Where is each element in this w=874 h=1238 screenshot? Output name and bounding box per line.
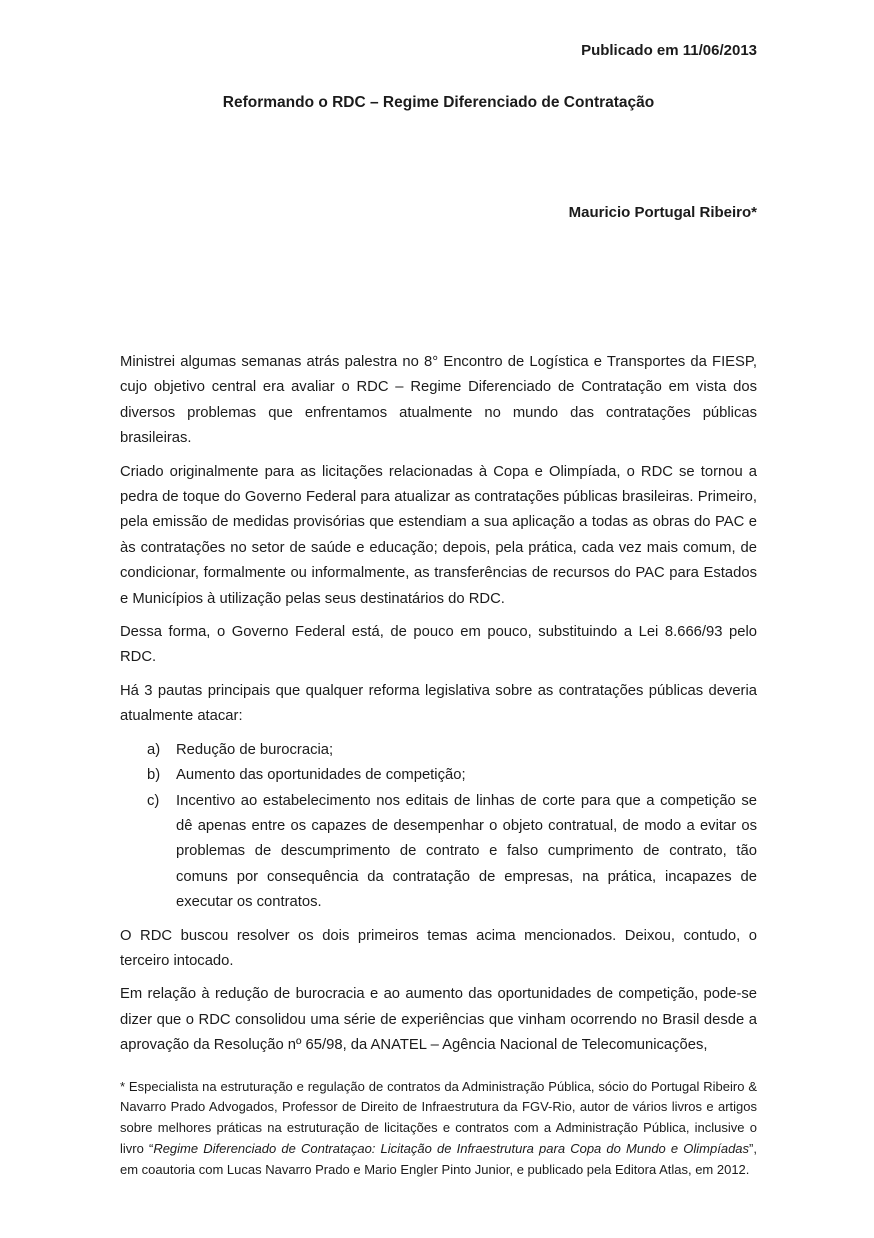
list-item-text: Incentivo ao estabelecimento nos editais de linhas de corte para que a competição se dê apenas entre os capazes de desempenhar o objeto contratual, de modo a evitar os problemas de descumprimento de contrato e falso cumprimento de contrato, tão comuns por consequência da contratação de empresas, na prática, incapazes de executar os contratos. <box>176 792 757 911</box>
list-item <box>147 789 757 916</box>
agenda-list <box>120 738 757 916</box>
list-marker: c) <box>147 792 160 809</box>
footnote <box>120 1077 757 1181</box>
document-title: Reformando o RDC – Regime Diferenciado de Contratação <box>222 94 655 111</box>
list-item <box>147 738 757 763</box>
list-item-text: Aumento das oportunidades de competição; <box>176 767 466 784</box>
paragraph-intro-4: Há 3 pautas principais que qualquer reforma legislativa sobre as contratações públicas deveria atualmente atacar: <box>120 682 757 725</box>
footnote-text-end: ”, em coautoria com Lucas Navarro Prado e Mario Engler Pinto Junior, e publicado pela Editora Atlas, em 2012. <box>120 1140 757 1177</box>
footnote-book-title: Regime Diferenciado de Contrataçao: Licitação de Infraestrutura para Copa do Mundo e Olimpíadas <box>153 1140 750 1156</box>
list-item-text: Redução de burocracia; <box>176 741 334 758</box>
paragraph-intro-2: Criado originalmente para as licitações relacionadas à Copa e Olimpíada, o RDC se tornou a pedra de toque do Governo Federal para atualizar as contratações públicas brasileiras. Primeiro, pela emissão de medidas provisórias que estendiam a sua aplicação a todas as obras do PAC e às contratações no setor de saúde e educação; depois, pela prática, cada vez mais comum, de condicionar, formalmente ou informalmente, as transferências de recursos do PAC para Estados e Municípios à utilização pelas seus destinatários do RDC. <box>120 463 757 607</box>
paragraph-closing-1: O RDC buscou resolver os dois primeiros temas acima mencionados. Deixou, contudo, o terceiro intocado. <box>120 927 757 969</box>
publish-date: Publicado em 11/06/2013 <box>581 42 757 59</box>
list-item <box>147 763 757 788</box>
paragraph-intro-1: Ministrei algumas semanas atrás palestra no 8° Encontro de Logística e Transportes da FIESP, cujo objetivo central era avaliar o RDC – Regime Diferenciado de Contratação em vista dos diversos problemas que enfrentamos atualmente no mundo das contratações públicas brasileiras. <box>120 354 757 447</box>
footnote-text-start: * Especialista na estruturação e regulação de contratos da Administração Pública, sócio do Portugal Ribeiro & Navarro Prado Advogados, Professor de Direito de Infraestrutura da FGV-Rio, autor de vários livros e artigos sobre melhores práticas na estruturação de licitações e contratos com a Administração Pública, inclusive o livro “ <box>120 1078 757 1156</box>
list-marker: a) <box>147 741 161 758</box>
paragraph-closing-2: Em relação à redução de burocracia e ao aumento das oportunidades de competição, pode-se dizer que o RDC consolidou uma série de experiências que vinham ocorrendo no Brasil desde a aprovação da Resolução nº 65/98, da ANATEL – Agência Nacional de Telecomunicações, <box>120 986 757 1054</box>
author-byline: Mauricio Portugal Ribeiro* <box>568 204 757 221</box>
list-marker: b) <box>147 767 161 784</box>
paragraph-intro-3: Dessa forma, o Governo Federal está, de pouco em pouco, substituindo a Lei 8.666/93 pelo RDC. <box>120 624 757 666</box>
document-body <box>120 350 757 1059</box>
